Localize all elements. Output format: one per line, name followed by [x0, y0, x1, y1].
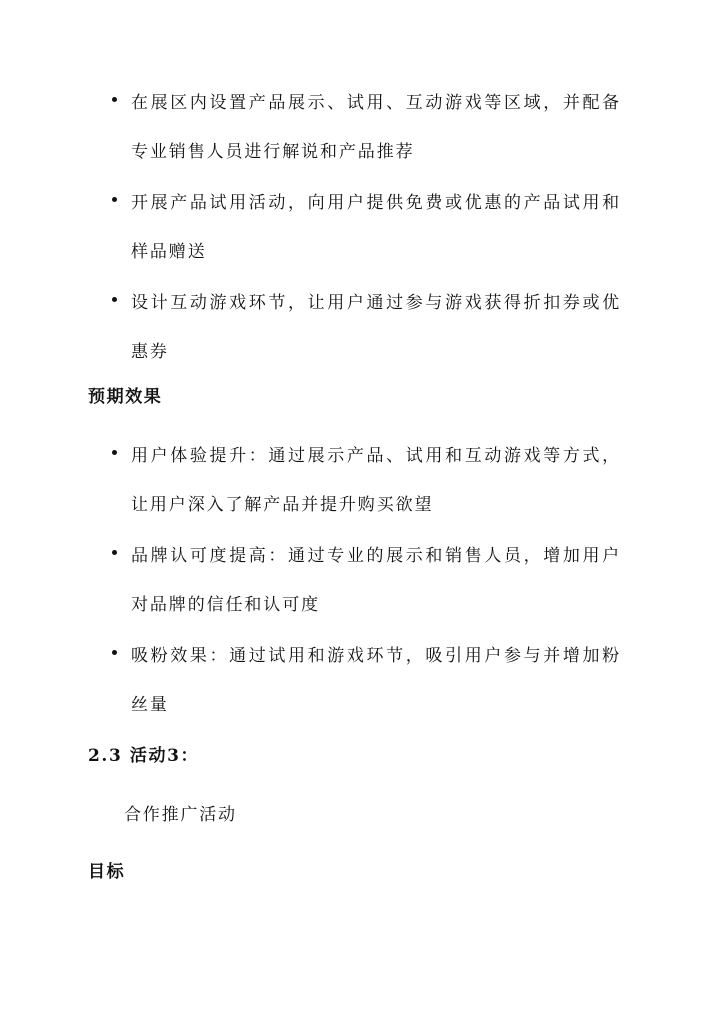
list-item [0, 532, 720, 632]
heading-goal: 目标 [88, 862, 126, 882]
list-item-text: 在展区内设置产品展示、试用、互动游戏等区域，并配备专业销售人员进行解说和产品推荐 [131, 93, 621, 162]
list-item [0, 179, 720, 279]
expected-effects-list [0, 432, 720, 732]
list-item-text: 设计互动游戏环节，让用户通过参与游戏获得折扣券或优惠券 [131, 293, 621, 362]
section-description: 合作推广活动 [124, 805, 237, 825]
bullet-icon [112, 197, 117, 202]
heading-expected-effects: 预期效果 [88, 387, 163, 407]
bullet-icon [112, 297, 117, 302]
bullet-icon [112, 97, 117, 102]
bullet-icon [112, 650, 117, 655]
list-item-text: 品牌认可度提高：通过专业的展示和销售人员，增加用户对品牌的信任和认可度 [131, 546, 621, 615]
list-item [0, 432, 720, 532]
bullet-icon [112, 450, 117, 455]
list-item-text: 吸粉效果：通过试用和游戏环节，吸引用户参与并增加粉丝量 [131, 646, 621, 715]
bullet-icon [112, 550, 117, 555]
activity-measures-list [0, 79, 720, 379]
list-item-text: 用户体验提升：通过展示产品、试用和互动游戏等方式，让用户深入了解产品并提升购买欲望 [131, 446, 621, 515]
list-item [0, 632, 720, 732]
section-title: 2.3 活动3： [88, 746, 200, 766]
list-item [0, 279, 720, 379]
list-item-text: 开展产品试用活动，向用户提供免费或优惠的产品试用和样品赠送 [131, 193, 621, 262]
list-item [0, 79, 720, 179]
